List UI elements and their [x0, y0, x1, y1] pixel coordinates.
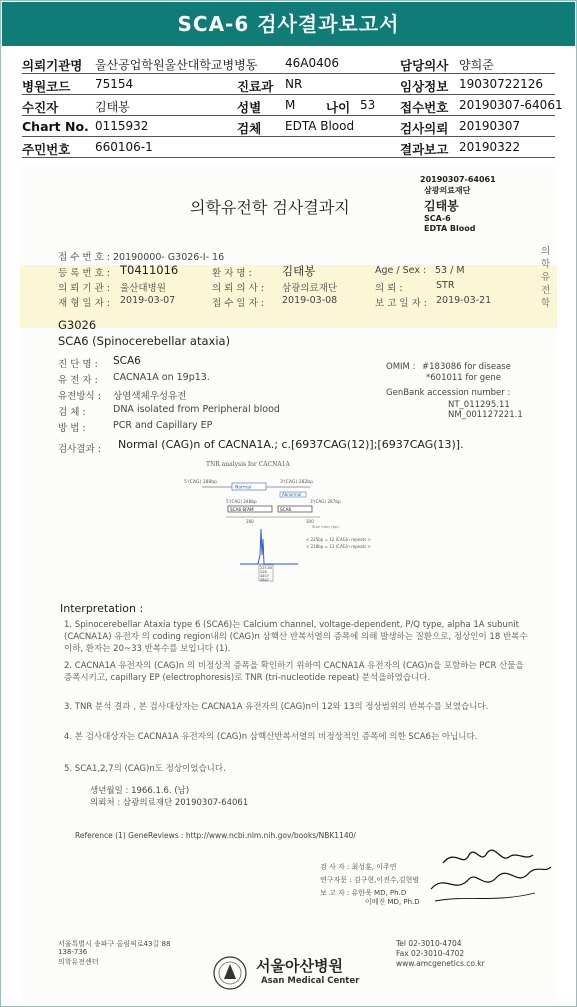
side-text: 의 학 유 전 학 — [541, 246, 551, 309]
address-2: 138-736 — [58, 948, 88, 956]
doc-title: 의학유전학 검사결과지 — [190, 198, 350, 217]
chart-label: Chart No. — [22, 119, 89, 134]
peak-label-1: 225.00 — [260, 566, 273, 570]
fig-left-label: 5'(CAG) 188bp — [184, 480, 217, 485]
rep-value: 2019-03-21 — [436, 295, 492, 306]
fig-ax-1: 280 — [246, 519, 254, 524]
divider — [22, 136, 555, 137]
fig-right-label: 3'(CAG) 282bp — [280, 480, 313, 485]
pat-value: 김태봉 — [282, 264, 316, 278]
agesex-value: 53 / M — [435, 265, 465, 276]
ssn-value: 660106-1 — [95, 140, 153, 154]
patient-value: 김태봉 — [95, 100, 130, 114]
recv-value: 2019-03-08 — [282, 295, 338, 306]
handwritten-signature — [425, 843, 555, 913]
hospital-logo — [212, 955, 248, 991]
fig-abnormal: Abnormal — [282, 492, 302, 497]
spec-label: 검 체 : — [58, 407, 86, 418]
method-label: 의 뢰 : — [375, 283, 403, 294]
fig-normal: Normal — [235, 485, 252, 491]
address-3: 의학유전센터 — [58, 958, 99, 966]
hospital-name-en: Asan Medical Center — [261, 976, 360, 986]
label-specimen: EDTA Blood — [424, 224, 476, 233]
reqinst-label: 의 뢰 기 관 : — [58, 283, 110, 294]
test-code: G3026 — [58, 318, 97, 332]
inst-label: 의뢰기관명 — [22, 58, 83, 73]
hospcode-value: 75154 — [95, 77, 134, 91]
sig-reporter: 보 고 자 : 유한욱 MD, Ph.D — [320, 889, 407, 897]
sig-advisor: 연구자문 : 김구현,이진수,김현범 — [320, 876, 420, 884]
method-value: STR — [436, 280, 455, 291]
inherit-label: 유전방식 : — [58, 391, 101, 402]
interp-title: Interpretation : — [60, 602, 144, 615]
spec-value: DNA isolated from Peripheral blood — [113, 404, 280, 415]
label-org: 삼광의료재단 — [424, 186, 471, 195]
sig-reporter-2: 이베진 MD, Ph.D — [365, 898, 420, 906]
interp-para-5: 5. SCA1,2,7의 (CAG)n도 정상이었습니다. — [64, 764, 226, 774]
dx-value: SCA6 — [113, 355, 141, 367]
omim-label: OMIM : — [386, 362, 416, 372]
inst-code: 46A0406 — [285, 56, 340, 70]
meth-label: 방 법 : — [58, 423, 86, 434]
omim-disease: #183086 for disease — [422, 362, 511, 372]
interp-para-3: 3. TNR 분석 결과 , 본 검사대상자는 CACNA1A 유전자의 (CAG)n이 12와 13의 정상범위의 반복수를 보였습니다. — [64, 702, 489, 712]
reqdoc-value: 삼광의료재단 — [282, 283, 338, 294]
result-label: 검사결과 : — [58, 444, 101, 455]
dept-label: 진료과 — [237, 79, 274, 94]
divider — [22, 94, 555, 95]
ssn-label: 주민번호 — [22, 142, 71, 157]
gene-label: 유 전 자 : — [58, 375, 98, 386]
retest-value: 2019-03-07 — [120, 295, 176, 306]
sig-tester: 검 사 자 : 최성훈, 이주연 — [320, 863, 397, 871]
doctor-label: 담당의사 — [400, 58, 449, 73]
label-id: 20190307-64061 — [420, 175, 496, 184]
inherit-value: 상염색체우성유전 — [113, 391, 187, 402]
request-label: 검사의뢰 — [400, 121, 449, 136]
genbank-label: GenBank accession number : — [386, 388, 511, 398]
fig-title: TNR analysis for CACNA1A — [206, 461, 290, 468]
interp-para-1: 1. Spinocerebellar Ataxia type 6 (SCA6)는 Calcium channel, voltage-dependent, P/Q type, alpha 1A subunit (CACNA1A) 유전자 의 coding region내의 (CAG)n 삼핵산 반복서열의 증폭에 의해 발생하는 질환으로, 정상인이 18 반복수 이하, 환자는 20~33 반복수를 보입니다 (1). — [64, 620, 528, 654]
report-value: 20190322 — [459, 140, 521, 154]
reference: Reference (1) GeneReviews : http://www.ncbi.nlm.nih.gov/books/NBK1140/ — [75, 831, 356, 840]
meth-value: PCR and Capillary EP — [113, 420, 213, 431]
specimen-value: EDTA Blood — [285, 119, 355, 133]
hospcode-label: 병원코드 — [22, 79, 71, 94]
fax: Fax 02-3010-4702 — [396, 949, 465, 958]
peak-label-3: 4407 — [260, 574, 269, 578]
hospital-name-kr: 서울아산병원 — [256, 957, 343, 975]
reg-value: T0411016 — [120, 263, 179, 277]
divider — [22, 115, 555, 116]
age-value: 53 — [360, 98, 376, 112]
scanned-report — [20, 165, 557, 1003]
retest-label: 재 형 일 자 : — [58, 298, 110, 309]
genbank-2: NM_001127221.1 — [448, 410, 523, 420]
dx-label: 진 단 명 : — [58, 359, 98, 370]
peak-label-2: 228 — [260, 570, 267, 574]
interp-para-4: 4. 본 검사대상자는 CACNA1A 유전자의 (CAG)n 삼핵산반복서열의 비정상적인 증폭에 의한 SCA6는 아닙니다. — [64, 732, 478, 742]
label-test: SCA-6 — [424, 214, 451, 223]
sex-value: M — [285, 98, 296, 112]
req-org: 의뢰처 : 삼광의료재단 20190307-64061 — [90, 798, 249, 808]
inst-value: 울산공업학원울산대학교병병동 — [95, 58, 258, 72]
report-label: 결과보고 — [400, 142, 449, 157]
divider — [22, 157, 555, 158]
gene-value: CACNA1A on 19p13. — [113, 372, 210, 383]
divider — [22, 73, 555, 74]
age-label: 나이 — [326, 100, 351, 115]
recv-label: 접 수 일 자 : — [212, 298, 264, 309]
dob: 생년월일 : 1966.1.6. (남) — [90, 786, 190, 796]
omim-gene: *601011 for gene — [426, 373, 502, 383]
tnr-figure — [180, 455, 390, 585]
rep-label: 보 고 일 자 : — [375, 298, 427, 309]
doctor-value: 양희준 — [459, 58, 494, 72]
peak-label-4: 3847 — [260, 578, 269, 582]
interp-para-2: 2. CACNA1A 유전자의 (CAG)n 의 비정상적 증폭을 확인하기 위하여 CACNA1A 유전자의 (CAG)n을 포함하는 PCR 산물을 증폭시키고, capillary EP (electrophoresis)로 TNR (tri-nucleotide repeat) 분석을하였습니다. — [64, 661, 524, 683]
clinical-label: 임상정보 — [400, 79, 449, 94]
specimen-label: 검체 — [237, 121, 262, 136]
fig-mid-1: 5'(CAG) 248bp — [226, 499, 257, 504]
receipt-label: 접수번호 — [400, 100, 449, 115]
reqinst-value: 울산대병원 — [120, 283, 166, 294]
request-value: 20190307 — [459, 119, 521, 133]
reqdoc-label: 의 뢰 의 사 : — [212, 283, 264, 294]
genbank-1: NT_011295.11 — [448, 400, 510, 410]
peak-trace — [240, 529, 298, 564]
patient-label: 수진자 — [22, 100, 59, 115]
fig-ax-2: 300 — [306, 519, 314, 524]
test-name: SCA6 (Spinocerebellar ataxia) — [58, 334, 231, 348]
fig-ruler: Size ruler (bp) — [312, 524, 339, 529]
fig-legend-2: < 228bp = 13 (CAG)n repeats > — [306, 544, 371, 549]
chart-value: 0115932 — [95, 119, 149, 133]
website: www.amcgenetics.co.kr — [396, 959, 485, 968]
receipt-value: 20190307-64061 — [459, 98, 563, 112]
report-title: SCA-6 검사결과보고서 — [2, 2, 575, 46]
label-name: 김태봉 — [424, 199, 459, 213]
fig-box-1: SCA6 6FAM — [230, 507, 254, 512]
agesex-label: Age / Sex : — [375, 265, 427, 276]
pat-label: 환 자 명 : — [212, 268, 252, 279]
reg-label: 등 록 번 호 : — [58, 268, 110, 279]
sex-label: 성별 — [237, 100, 262, 115]
result-value: Normal (CAG)n of CACNA1A.; c.[6937CAG(12)];[6937CAG(13)]. — [118, 438, 464, 451]
tel: Tel 02-3010-4704 — [396, 939, 462, 948]
clinical-value: 19030722126 — [459, 77, 543, 91]
fig-box-2: SCA6 — [280, 507, 292, 512]
dept-value: NR — [285, 77, 303, 91]
fig-mid-2: 3'(CAG) 287bp — [310, 499, 341, 504]
accession-row: 접 수 번 호 : 20190000- G3026-I- 16 — [58, 252, 225, 263]
address-1: 서울특별시 송파구 올림픽로43길 88 — [58, 940, 171, 948]
fig-legend-1: < 225bp = 12 (CAG)n repeats > — [306, 537, 371, 542]
